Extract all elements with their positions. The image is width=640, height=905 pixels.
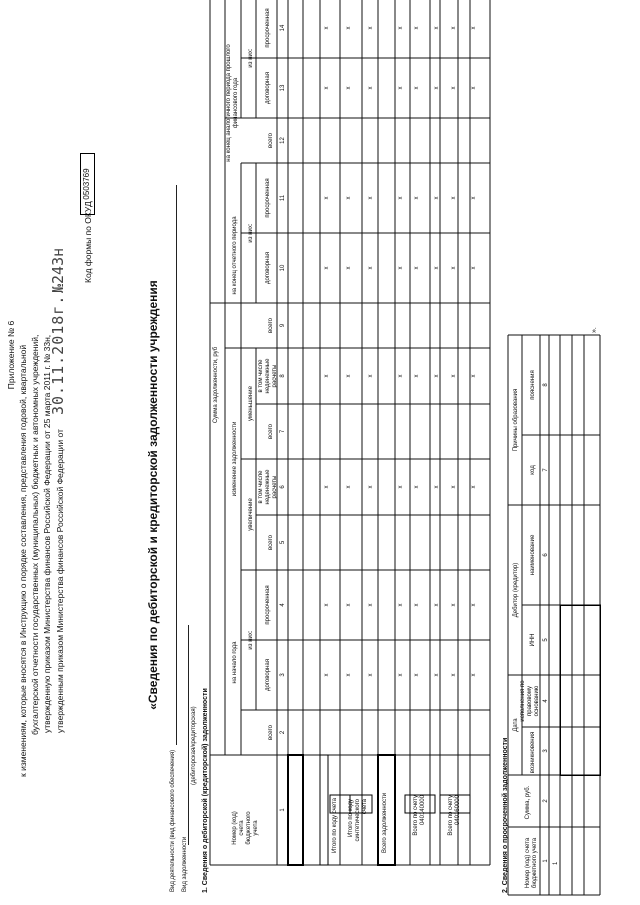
s1-col-number: 7 xyxy=(280,429,286,434)
bold-row-cell xyxy=(288,755,303,865)
s1-total-end: всего xyxy=(268,318,274,333)
cross-mark: x xyxy=(346,374,352,378)
s1-col-number: 14 xyxy=(280,24,286,32)
cross-mark: x xyxy=(324,86,330,90)
s2-col-number: 2 xyxy=(543,799,549,803)
s1-col-number: 10 xyxy=(280,264,286,272)
handwritten-number: №243н xyxy=(49,247,67,293)
row-label-account-040160000: Всего по счету 040160000 xyxy=(448,795,461,836)
cross-mark: x xyxy=(434,26,440,30)
cross-mark: x xyxy=(434,266,440,270)
bold-row-cell xyxy=(320,755,328,865)
cross-mark: x xyxy=(368,266,374,270)
section1-title: 1. Сведения о дебиторской (кредиторской) задолженности xyxy=(202,688,209,893)
cross-mark: x xyxy=(346,26,352,30)
s1-contract-end: договорная xyxy=(265,252,271,284)
appendix-title: Приложение № 6 xyxy=(6,320,16,390)
cross-mark: x xyxy=(471,26,477,30)
debt-kind-hint: (дебиторская/кредиторская) xyxy=(191,706,197,785)
cross-mark: x xyxy=(414,374,420,378)
appendix-line-1: к изменениям, которые вносятся в Инструкцию о порядке составления, представления годовой, квартальной xyxy=(18,344,28,777)
cross-mark: x xyxy=(324,603,330,607)
debt-kind-label: Вид задолженности xyxy=(182,836,188,892)
cross-mark: x xyxy=(398,26,404,30)
row-label-synthetic-total: Итого по коду синтетического счета xyxy=(348,799,368,842)
s2-col-account: Номер (код) счета бюджетного учета xyxy=(525,837,538,889)
s2-group-reasons: Причины образования xyxy=(513,388,519,452)
appendix-line-2: бухгалтерской отчетности государственных (муниципальных) бюджетных и автономных учреждений, xyxy=(30,334,40,735)
cross-mark: x xyxy=(434,374,440,378)
cross-mark: x xyxy=(398,673,404,677)
cross-mark: x xyxy=(471,603,477,607)
cross-mark: x xyxy=(434,485,440,489)
cross-mark: x xyxy=(414,485,420,489)
row-label-account-040140000: Всего по счету 040140000 xyxy=(413,795,426,836)
appendix-line-3: утвержденную приказом Министерства финансов Российской Федерации от 25 марта 2011 г. № 33н, xyxy=(42,334,52,733)
s2-row-mark: 1 xyxy=(553,861,559,865)
s1-group-change: изменение задолженности xyxy=(232,421,238,497)
cross-mark: x xyxy=(398,196,404,200)
s2-col-code: код xyxy=(530,465,536,475)
cross-mark: x xyxy=(368,485,374,489)
s2-col-number: 1 xyxy=(543,859,549,863)
s2-col-number: 8 xyxy=(543,383,549,387)
debt-kind-line xyxy=(188,625,189,845)
s2-col-number: 4 xyxy=(543,699,549,703)
s2-group-date: Дата xyxy=(513,718,519,732)
cross-mark: x xyxy=(451,266,457,270)
s2-col-origin: возникновения xyxy=(530,731,536,774)
cross-mark: x xyxy=(451,485,457,489)
s2-bold-cell xyxy=(560,605,600,775)
cross-mark: x xyxy=(324,374,330,378)
s1-group-start: на начало года xyxy=(232,641,238,684)
s1-col-number: 6 xyxy=(280,485,286,489)
s2-col-inn: ИНН xyxy=(530,633,536,647)
s2-col-name: наименование xyxy=(530,534,536,576)
s1-group-sum: Сумма задолженности, руб xyxy=(213,346,219,424)
s1-col-number: 11 xyxy=(280,194,286,202)
activity-label: Вид деятельности (вид финансового обеспечения) xyxy=(170,749,176,892)
activity-line xyxy=(176,185,177,745)
cross-mark: x xyxy=(368,26,374,30)
cross-mark: x xyxy=(346,603,352,607)
s1-col-number: 8 xyxy=(280,374,286,378)
cross-mark: x xyxy=(451,374,457,378)
cross-mark: x xyxy=(451,26,457,30)
cross-mark: x xyxy=(414,26,420,30)
s2-closing-mark: ». xyxy=(591,327,598,333)
cross-mark: x xyxy=(398,485,404,489)
cross-mark: x xyxy=(398,86,404,90)
s2-col-execution: исполнения по правовому основанию xyxy=(520,680,540,722)
s2-col-number: 7 xyxy=(543,468,549,472)
row-label-grand-total: Всего задолженности xyxy=(382,792,388,853)
cross-mark: x xyxy=(324,673,330,677)
s1-noncash-increase: в том числе неденежные расчеты xyxy=(258,469,278,505)
s1-group-prev: на конец аналогичного периода прошлого финансового года xyxy=(226,44,239,162)
cross-mark: x xyxy=(368,196,374,200)
cross-mark: x xyxy=(346,485,352,489)
okud-label: Код формы по ОКУД xyxy=(83,201,93,283)
handwritten-date: 30.11.2018г. xyxy=(49,294,67,415)
s1-col-number: 9 xyxy=(280,323,286,328)
cross-mark: x xyxy=(471,196,477,200)
cross-mark: x xyxy=(434,603,440,607)
s1-incl-end: из них: xyxy=(248,223,254,243)
s2-col-sum: Сумма, руб. xyxy=(525,785,531,820)
cross-mark: x xyxy=(451,603,457,607)
cross-mark: x xyxy=(324,485,330,489)
cross-mark: x xyxy=(471,86,477,90)
cross-mark: x xyxy=(398,266,404,270)
cross-mark: x xyxy=(451,673,457,677)
okud-code: 0503769 xyxy=(80,153,95,215)
cross-mark: x xyxy=(414,86,420,90)
s2-group-debtor: Дебитор (кредитор) xyxy=(513,562,519,618)
cross-mark: x xyxy=(398,374,404,378)
s1-col-number: 4 xyxy=(280,603,286,607)
cross-mark: x xyxy=(471,374,477,378)
cross-mark: x xyxy=(346,266,352,270)
cross-mark: x xyxy=(398,603,404,607)
cross-mark: x xyxy=(324,266,330,270)
cross-mark: x xyxy=(451,86,457,90)
s1-overdue-start: просроченная xyxy=(265,585,271,625)
cross-mark: x xyxy=(451,196,457,200)
s1-col-number: 3 xyxy=(280,673,286,677)
cross-mark: x xyxy=(414,196,420,200)
cross-mark: x xyxy=(471,266,477,270)
cross-mark: x xyxy=(368,374,374,378)
cross-mark: x xyxy=(346,86,352,90)
s1-overdue-prev: просроченная xyxy=(265,8,271,48)
form-title: «Сведения по дебиторской и кредиторской задолженности учреждения xyxy=(146,280,160,710)
s2-col-explanation: пояснения xyxy=(530,370,536,400)
s1-col-number: 2 xyxy=(280,730,286,735)
cross-mark: x xyxy=(368,86,374,90)
s1-total-start: всего xyxy=(268,725,274,740)
appendix-line-4: утвержденным приказом Министерства финансов Российской Федерации от xyxy=(55,429,65,733)
row-label-account-total: Итого по коду счета xyxy=(332,798,338,853)
s1-incl-prev: из них: xyxy=(248,48,254,68)
s1-col-number: 13 xyxy=(280,84,286,92)
s1-col-account: Номер (код) счета бюджетного учета xyxy=(232,811,259,845)
cross-mark: x xyxy=(414,673,420,677)
s1-total-increase: всего xyxy=(268,535,274,550)
section2-title: 2. Сведения о просроченной задолженности xyxy=(502,737,509,893)
cross-mark: x xyxy=(368,603,374,607)
s1-increase: увеличение xyxy=(248,498,254,531)
cross-mark: x xyxy=(434,673,440,677)
cross-mark: x xyxy=(346,673,352,677)
s1-decrease: уменьшение xyxy=(248,386,254,421)
s2-col-number: 6 xyxy=(543,553,549,557)
s1-overdue-end: просроченная xyxy=(265,178,271,218)
cross-mark: x xyxy=(434,86,440,90)
s1-contract-start: договорная xyxy=(265,659,271,691)
s1-col-number: 12 xyxy=(280,137,286,144)
s1-total-prev: всего xyxy=(268,133,274,148)
s1-contract-prev: договорная xyxy=(265,72,271,104)
cross-mark: x xyxy=(471,673,477,677)
s1-col-number: 5 xyxy=(280,540,286,545)
cross-mark: x xyxy=(324,196,330,200)
cross-mark: x xyxy=(368,673,374,677)
s1-total-decrease: всего xyxy=(268,424,274,439)
s1-incl-start: из них: xyxy=(248,630,254,650)
s1-noncash-decrease: в том числе неденежные расчеты xyxy=(258,358,278,394)
s1-group-end: на конец отчетного периода xyxy=(232,216,238,295)
s2-col-number: 3 xyxy=(543,749,549,753)
s1-col-number: 1 xyxy=(280,808,286,812)
cross-mark: x xyxy=(414,266,420,270)
cross-mark: x xyxy=(324,26,330,30)
cross-mark: x xyxy=(414,603,420,607)
cross-mark: x xyxy=(471,485,477,489)
s2-col-number: 5 xyxy=(543,638,549,642)
cross-mark: x xyxy=(434,196,440,200)
cross-mark: x xyxy=(346,196,352,200)
